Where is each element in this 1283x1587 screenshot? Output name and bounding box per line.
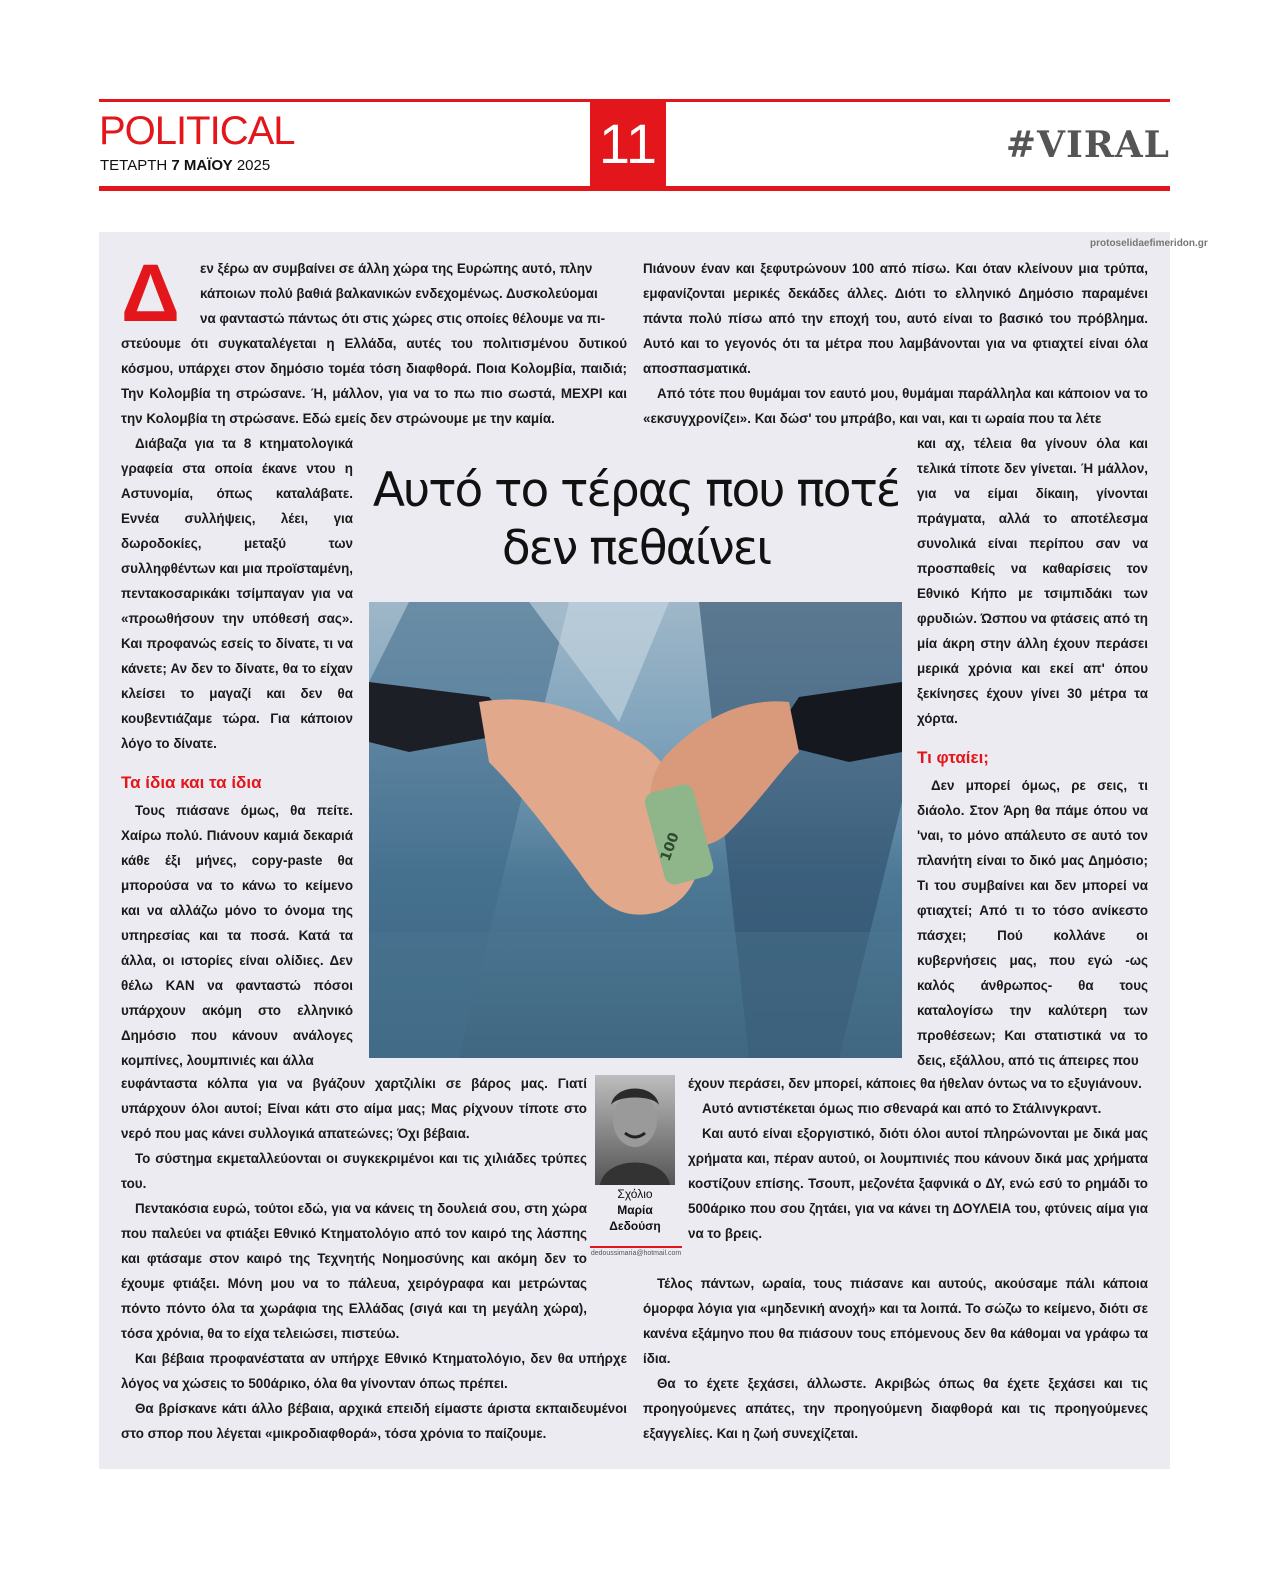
drop-cap: Δ — [121, 248, 180, 339]
section-title: POLITICAL — [99, 109, 295, 153]
paragraph-tha-vriskane: Θα βρίσκανε κάτι άλλο βέβαια, αρχικά επειδή είμαστε άριστα εκπαιδευμένοι στο σπορ που λέγεται «μικροδιαφθορά», τόσα χρόνια το παίζουμε. — [121, 1401, 627, 1441]
subhead-ta-idia: Τα ίδια και τα ίδια — [121, 773, 262, 792]
intro-top-lines — [200, 256, 627, 331]
author-label: Σχόλιο — [617, 1187, 653, 1201]
watermark: protoselidaefimeridon.gr — [1090, 238, 1208, 249]
paragraph-tous-piasane: Τους πιάσανε όμως, θα πείτε. Χαίρω πολύ. Πιάνουν καμιά δεκαριά κάθε έξι μήνες, copy-paste θα μπορούσα να το κάνω το κείμενο και να αλλάζω μόνο το όνομα της υπηρεσίας και τα ποσά. Κατά τα άλλα, οι ιστορίες είναι ολίδιες. Δεν θέλω ΚΑΝ να φανταστώ πόσοι υπάρχουν ακόμη στο ελληνικό Δημόσιο που κάνουν ανάλογες κομπίνες, λουμπινιές και άλλα — [121, 803, 353, 1068]
bottom-right-text — [688, 1071, 1148, 1246]
date-main: 7 ΜΑΪΟΥ — [171, 157, 233, 174]
date-year: 2025 — [236, 157, 271, 174]
section-tag: #VIRAL — [1005, 124, 1170, 166]
intro-line-1: εν ξέρω αν συμβαίνει σε άλλη χώρα της Ευρώπης αυτό, πλην — [200, 261, 593, 276]
paragraph-apo-tote: Από τότε που θυμάμαι τον εαυτό μου, θυμάμαι παράλληλα και κάποιον να το «εκσυγχρονίζει». Και δώσ' του μπράβο, και ναι, και τι ωραία που τα λέτε — [643, 386, 1148, 426]
paragraph-kai-vevaia: Και βέβαια προφανέστατα αν υπήρχε Εθνικό Κτηματολόγιο, δεν θα υπήρχε λόγος να χώσεις το 500άρικο, όλα θα γίνονταν όπως πρέπει. — [121, 1351, 627, 1391]
paragraph-exoun-perasei: έχουν περάσει, δεν μπορεί, κάποιες θα ήθελαν όντως να το εξυγιάνουν. — [688, 1076, 1142, 1091]
right-top-text — [643, 256, 1148, 431]
bottom-right-text-wide — [643, 1271, 1148, 1446]
paragraph-kai-ax: και αχ, τέλεια θα γίνουν όλα και τελικά τίποτε δεν γίνεται. Ή μάλλον, για να είμαι δίκαιη, γίνονται πράγματα, αλλά το αποτέλεσμα συνολικά είναι περίπου σαν να προσπαθείς να καθαρίσεις τον Εθνικό Κήπο με τσιμπιδάκι των φρυδιών. Ώσπου να φτάσεις από τη μία άκρη στην άλλη έχουν περάσει μερικά χρόνια και εκεί απ' όπου ξεκίνησες έχουν γίνει 30 μέτρα τα χόρτα. — [917, 436, 1148, 726]
page-number: 11 — [590, 99, 666, 191]
paragraph-den-mporei: Δεν μπορεί όμως, ρε σεις, τι διάολο. Στον Άρη θα πάμε όπου να 'ναι, το μόνο απάλευτο σε αυτό τον πλανήτη είναι το δικό μας Δημόσιο; Τι του συμβαίνει και δεν μπορεί να φτιαχτεί; Από τι το τόσο ανίκεστο πάσχει; Πού κολλάνε οι κυβερνήσεις μας, που εγώ -ως καλός άνθρωπος- θα τους καταλογίσω την καλύτερη των προθέσεων; Και στατιστικά να το δεις, εξάλλου, από τις άπειρες που — [917, 778, 1148, 1068]
bottom-left-text-wide — [121, 1346, 627, 1446]
author-byline — [595, 1186, 675, 1234]
intro-line-2: κάποιων πολύ βαθιά βαλκανικών ενδεχομένως. Δυσκολεύομαι — [200, 286, 598, 301]
paragraph-stalingrad: Αυτό αντιστέκεται όμως πιο σθεναρά και από το Στάλινγκραντ. — [702, 1101, 1102, 1116]
author-email: dedoussimaria@hotmail.com — [590, 1246, 682, 1257]
paragraph-tha-to-exete: Θα το έχετε ξεχάσει, άλλωστε. Ακριβώς όπως θα έχετε ξεχάσει και τις προηγούμενες απάτες, την προηγούμενη διαφθορά και τις προηγούμενες εξαγγελίες. Και η ζωή συνεχίζεται. — [643, 1376, 1148, 1441]
column-right — [917, 431, 1148, 1073]
paragraph-systima: Το σύστημα εκμεταλλεύονται οι συγκεκριμένοι και τις χιλιάδες τρύπες του. — [121, 1151, 587, 1191]
paragraph-pentakosia: Πεντακόσια ευρώ, τούτοι εδώ, για να κάνεις τη δουλειά σου, στη χώρα που παλεύει να φτιάξει Εθνικό Κτηματολόγιο από τον καιρό της λάσπης και φτάσαμε στον καιρό της Τεχνητής Νοημοσύνης και ακόμη δεν το έχουμε φτιάξει. Μόνη μου να το πάλευα, χειρόγραφα και μετρώντας πόντο πόντο όλα τα χωράφια της Ελλάδας (σιγά και τη μεγάλη χώρα), τόσα χρόνια, θα το είχα τελειώσει, πιστεύω. — [121, 1201, 587, 1341]
header-bottom-rule — [99, 186, 1170, 191]
dateline — [100, 157, 270, 175]
date-prefix: ΤΕΤΑΡΤΗ — [100, 157, 168, 174]
paragraph-telos-panton: Τέλος πάντων, ωραία, τους πιάσανε και αυτούς, ακούσαμε πάλι κάποια όμορφα λόγια για «μηδενική ανοχή» και τα λοιπά. Το σώζω το κείμενο, διότι σε κανένα εξάμηνο που θα πιάσουν τους επόμενους δεν θα κάθομαι να γράφω τα ίδια. — [643, 1276, 1148, 1366]
handshake-illustration — [369, 602, 902, 1058]
headline: Αυτό το τέρας που ποτέ δεν πεθαίνει — [372, 463, 900, 576]
paragraph-piano-enan: Πιάνουν έναν και ξεφυτρώνουν 100 από πίσω. Και όταν κλείνουν μια τρύπα, εμφανίζονται μερικές δεκάδες άλλες. Διότι το ελληνικό Δημόσιο παραμένει πάντα πολύ πίσω από την εποχή του, αυτό είναι το βασικό του πρόβλημα. Αυτό και το γεγονός ότι τα μέτρα που λαμβάνονται για να φτιαχτεί είναι όλα αποσπασματικά. — [643, 261, 1148, 376]
paragraph-eyfantasta: ευφάνταστα κόλπα για να βγάζουν χαρτζιλίκι σε βάρος μας. Γιατί υπάρχουν όλοι αυτοί; Είναι κάτι στο αίμα μας; Μας ρίχνουν τίποτε στο νερό που μας κάνει συλλογικά απατεώνες; Όχι βέβαια. — [121, 1076, 587, 1141]
banknote-text: 100 — [657, 830, 683, 864]
intro-line-3: να φανταστώ πάντως ότι στις χώρες στις οποίες θέλουμε να πι- — [200, 311, 606, 326]
column-left — [121, 431, 353, 1073]
subhead-ti-ftaiei: Τι φταίει; — [917, 748, 989, 767]
intro-rest — [121, 331, 627, 431]
paragraph-kthmatologio: Διάβαζα για τα 8 κτηματολογικά γραφεία στα οποία έκανε ντου η Αστυνομία, όπως καταλάβατε. Εννέα συλλήψεις, λέει, για δωροδοκίες, μεταξύ των συλληφθέντων και μια προϊσταμένη, πεντακοσαρικάκι τσίμπαγαν για να «προωθήσουν την υπόθεσή σας». Και προφανώς εσείς το δίνατε, τι να κάνετε; Αν δεν το δίνατε, θα το είχαν κλείσει το μαγαζί και δεν θα κουβεντιάζαμε τώρα. Για κάποιον λόγο το δίνατε. — [121, 436, 353, 751]
paragraph-exorgistiko: Και αυτό είναι εξοργιστικό, διότι όλοι αυτοί πληρώνονται με δικά μας χρήματα και, πέραν αυτού, οι λουμπινιές που κάνουν δικά μας χρήματα κοστίζουν επίσης. Τσουπ, μεζονέτα ξαφνικά ο ΔΥ, ενώ εσύ το ρημάδι το 500άρικο που σου ζητάει, για να κάνει τη ΔΟΥΛΕΙΑ του, φτύνεις αίμα για να το βρεις. — [688, 1126, 1148, 1241]
author-last-name: Δεδούση — [609, 1219, 661, 1233]
article-photo — [369, 602, 902, 1058]
author-first-name: Μαρία — [617, 1203, 653, 1217]
intro-paragraph: στεύουμε ότι συγκαταλέγεται η Ελλάδα, αυτές του πολιτισμένου δυτικού κόσμου, υπάρχει στον δημόσιο τομέα τόση διαφθορά. Ποια Κολομβία, παιδιά; Την Κολομβία τη στρώσανε. Ή, μάλλον, για να το πω πιο σωστά, ΜΕΧΡΙ και την Κολομβία τη στρώσανε. Εδώ εμείς δεν στρώνουμε με την καμία. — [121, 336, 627, 426]
bottom-left-text — [121, 1071, 587, 1346]
author-avatar — [595, 1075, 675, 1185]
